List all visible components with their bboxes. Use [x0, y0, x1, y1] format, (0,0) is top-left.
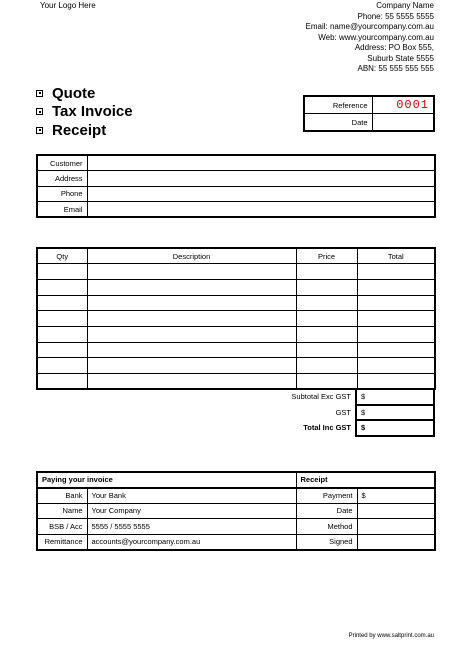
total-cell[interactable]: [357, 279, 435, 295]
company-address-2: Suburb State 5555: [367, 53, 434, 63]
total-cell[interactable]: [357, 311, 435, 327]
paying-invoice-title: Paying your invoice: [37, 472, 296, 488]
table-row: [37, 519, 435, 535]
remittance-value[interactable]: accounts@yourcompany.com.au: [87, 534, 296, 550]
name-label: Name: [37, 503, 87, 519]
price-cell[interactable]: [296, 295, 357, 311]
qty-header: Qty: [37, 248, 87, 264]
document-type-options: [36, 84, 133, 140]
payment-field[interactable]: $: [357, 488, 435, 504]
address-field[interactable]: [87, 171, 435, 187]
receipt-date-field[interactable]: [357, 503, 435, 519]
table-row: [36, 405, 434, 421]
company-name: Company Name: [376, 1, 434, 10]
option-label: Receipt: [52, 121, 107, 139]
price-cell[interactable]: [296, 326, 357, 342]
total-cell[interactable]: [357, 264, 435, 280]
table-row: [37, 374, 435, 390]
company-details: [306, 1, 434, 75]
qty-cell[interactable]: [37, 342, 87, 358]
table-row: [37, 202, 435, 218]
description-cell[interactable]: [87, 295, 296, 311]
email-label: Email: [37, 202, 87, 218]
name-value[interactable]: Your Company: [87, 503, 296, 519]
payment-label: Payment: [296, 488, 357, 504]
gst-label: GST: [335, 407, 352, 417]
reference-label: Reference: [304, 96, 372, 114]
table-row: [37, 488, 435, 504]
option-label: Tax Invoice: [52, 103, 133, 121]
address-label: Address: [37, 171, 87, 187]
total-cell[interactable]: [357, 358, 435, 374]
bsb-acc-value[interactable]: 5555 / 5555 5555: [87, 519, 296, 535]
qty-cell[interactable]: [37, 374, 87, 390]
signed-label: Signed: [296, 534, 357, 550]
gst-field[interactable]: $: [356, 405, 434, 421]
bsb-acc-label: BSB / Acc: [37, 519, 87, 535]
company-phone: Phone: 55 5555 5555: [357, 11, 434, 21]
price-cell[interactable]: [296, 279, 357, 295]
method-label: Method: [296, 519, 357, 535]
logo-placeholder: Your Logo Here: [40, 1, 96, 10]
table-row: [37, 295, 435, 311]
description-header: Description: [87, 248, 296, 264]
table-row: [37, 342, 435, 358]
table-row: [37, 503, 435, 519]
qty-cell[interactable]: [37, 311, 87, 327]
remittance-label: Remittance: [37, 534, 87, 550]
option-tax-invoice[interactable]: [36, 103, 133, 122]
customer-table: [36, 154, 436, 218]
description-cell[interactable]: [87, 326, 296, 342]
email-field[interactable]: [87, 202, 435, 218]
bank-label: Bank: [37, 488, 87, 504]
table-row: [37, 264, 435, 280]
price-header: Price: [296, 248, 357, 264]
company-address-1: Address: PO Box 555,: [354, 43, 434, 52]
price-cell[interactable]: [296, 358, 357, 374]
total-inc-gst-field[interactable]: $: [356, 420, 434, 436]
reference-number[interactable]: 0001: [372, 96, 434, 114]
reference-box: [303, 95, 435, 132]
total-cell[interactable]: [357, 374, 435, 390]
checkbox-icon[interactable]: [36, 108, 43, 115]
table-row: [36, 420, 434, 436]
qty-cell[interactable]: [37, 326, 87, 342]
description-cell[interactable]: [87, 311, 296, 327]
price-cell[interactable]: [296, 374, 357, 390]
description-cell[interactable]: [87, 279, 296, 295]
table-row: [37, 155, 435, 171]
description-cell[interactable]: [87, 342, 296, 358]
total-cell[interactable]: [357, 326, 435, 342]
signed-field[interactable]: [357, 534, 435, 550]
total-cell[interactable]: [357, 342, 435, 358]
table-row: [36, 389, 434, 405]
checkbox-icon[interactable]: [36, 127, 43, 134]
subtotal-label: Subtotal Exc GST: [291, 392, 352, 402]
date-field[interactable]: [372, 114, 434, 132]
table-row: [37, 326, 435, 342]
price-cell[interactable]: [296, 264, 357, 280]
description-cell[interactable]: [87, 374, 296, 390]
bank-value[interactable]: Your Bank: [87, 488, 296, 504]
receipt-date-label: Date: [296, 503, 357, 519]
table-header-row: [37, 472, 435, 488]
qty-cell[interactable]: [37, 358, 87, 374]
price-cell[interactable]: [296, 342, 357, 358]
payment-table: [36, 471, 436, 551]
phone-field[interactable]: [87, 186, 435, 202]
total-cell[interactable]: [357, 295, 435, 311]
table-row: [37, 534, 435, 550]
customer-label: Customer: [37, 155, 87, 171]
company-web: Web: www.yourcompany.com.au: [318, 32, 434, 42]
customer-field[interactable]: [87, 155, 435, 171]
qty-cell[interactable]: [37, 295, 87, 311]
qty-cell[interactable]: [37, 279, 87, 295]
date-label: Date: [304, 114, 372, 132]
line-items-table: [36, 247, 436, 390]
option-receipt[interactable]: [36, 121, 133, 140]
printed-by-footer: Printed by www.saltprint.com.au: [348, 633, 434, 639]
table-row: [37, 279, 435, 295]
option-quote[interactable]: [36, 84, 133, 103]
company-email: Email: name@yourcompany.com.au: [305, 22, 434, 31]
option-label: Quote: [52, 84, 96, 102]
qty-cell[interactable]: [37, 264, 87, 280]
totals-table: [36, 388, 435, 437]
receipt-title: Receipt: [296, 472, 435, 488]
total-inc-gst-label: Total Inc GST: [303, 423, 352, 433]
checkbox-icon[interactable]: [36, 90, 43, 97]
total-header: Total: [357, 248, 435, 264]
phone-label: Phone: [37, 186, 87, 202]
subtotal-field[interactable]: $: [356, 389, 434, 405]
description-cell[interactable]: [87, 358, 296, 374]
price-cell[interactable]: [296, 311, 357, 327]
table-row: [37, 171, 435, 187]
table-row: [37, 186, 435, 202]
description-cell[interactable]: [87, 264, 296, 280]
table-header-row: [37, 248, 435, 264]
table-row: [37, 311, 435, 327]
table-row: [37, 358, 435, 374]
company-abn: ABN: 55 555 555 555: [357, 64, 434, 73]
method-field[interactable]: [357, 519, 435, 535]
